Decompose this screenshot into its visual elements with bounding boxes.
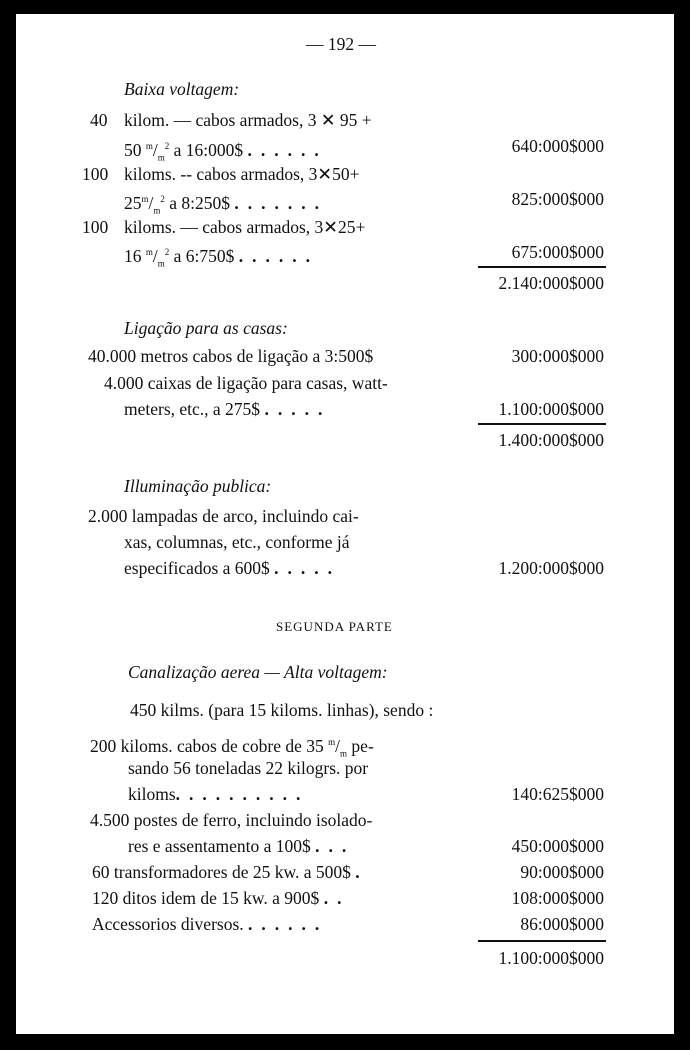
section-total: 1.400:000$000 [498, 430, 604, 450]
item-amount: 825:000$000 [511, 189, 604, 209]
item-amount: 675:000$000 [511, 242, 604, 262]
leader-dots: ....... [234, 192, 329, 213]
sum-rule [478, 940, 606, 942]
item-amount: 300:000$000 [511, 346, 604, 366]
item-text: kiloms. — cabos armados, 3✕25+ [124, 217, 366, 237]
page-number: — 192 — [306, 34, 376, 54]
item-amount: 86:000$000 [520, 914, 604, 934]
item-text: 2.000 lampadas de arco, incluindo cai- [88, 506, 359, 526]
leader-dots: ... [315, 836, 356, 856]
item-text: 4.500 postes de ferro, incluindo isolado- [90, 810, 373, 830]
leader-dots: ..... [274, 558, 342, 578]
section-total: 2.140:000$000 [498, 273, 604, 293]
part-title: SEGUNDA PARTE [276, 619, 393, 634]
item-text: res e assentamento a 100$ ... [128, 836, 356, 856]
item-text: 50 $^m/_m^2$ a 16:000$ ...... [124, 139, 328, 163]
item-text: 120 ditos idem de 15 kw. a 900$ .. [92, 888, 351, 908]
item-text: $25^m/_m^2$ a 8:250$ ....... [124, 192, 329, 216]
item-amount: 640:000$000 [511, 136, 604, 156]
section-heading-ligacao: Ligação para as casas: [124, 318, 288, 338]
item-text: 60 transformadores de 25 kw. a 500$ . [92, 862, 369, 882]
section-intro: 450 kilms. (para 15 kiloms. linhas), sendo : [130, 700, 434, 720]
item-amount: 450:000$000 [511, 836, 604, 856]
section-heading-illuminacao: Illuminação publica: [124, 476, 272, 496]
leader-dots: .......... [175, 784, 310, 804]
item-text: Accessorios diversos. ...... [92, 914, 329, 934]
section-heading-baixa-voltagem: Baixa voltagem: [124, 79, 240, 99]
item-qty: 100 [82, 217, 109, 237]
leader-dots: ..... [264, 399, 332, 419]
item-qty: 100 [82, 164, 109, 184]
item-text: xas, columnas, etc., conforme já [124, 532, 350, 552]
document-page [16, 14, 674, 1034]
leader-dots: ...... [238, 245, 320, 266]
section-heading-canalizacao: Canalização aerea — Alta voltagem: [128, 662, 388, 682]
item-text: 200 kiloms. cabos de cobre de 35 $^m/_m$ pe- [90, 735, 374, 759]
item-qty: 40 [90, 110, 108, 130]
item-amount: 1.100:000$000 [498, 399, 604, 419]
item-text: 40.000 metros cabos de ligação a 3:500$ [88, 346, 374, 366]
item-text: kilom. — cabos armados, 3 ✕ 95 + [124, 110, 372, 130]
leader-dots: . [355, 862, 369, 882]
section-total: 1.100:000$000 [498, 948, 604, 968]
item-text: 4.000 caixas de ligação para casas, watt- [104, 373, 388, 393]
item-amount: 140:625$000 [511, 784, 604, 804]
item-amount: 1.200:000$000 [498, 558, 604, 578]
item-text: sando 56 toneladas 22 kilogrs. por [128, 758, 369, 778]
sum-rule [478, 266, 606, 268]
leader-dots: ...... [247, 139, 328, 160]
leader-dots: .. [323, 888, 351, 908]
item-text: 16 $^m/_m^2$ a 6:750$ ...... [124, 245, 320, 269]
item-amount: 90:000$000 [520, 862, 604, 882]
sum-rule [478, 423, 606, 425]
item-text: especificados a 600$ ..... [124, 558, 342, 578]
item-text: kiloms. -- cabos armados, 3✕50+ [124, 164, 360, 184]
item-text: kiloms.......... [128, 784, 310, 804]
item-text: meters, etc., a 275$ ..... [124, 399, 332, 419]
item-amount: 108:000$000 [511, 888, 604, 908]
leader-dots: ...... [248, 914, 329, 934]
